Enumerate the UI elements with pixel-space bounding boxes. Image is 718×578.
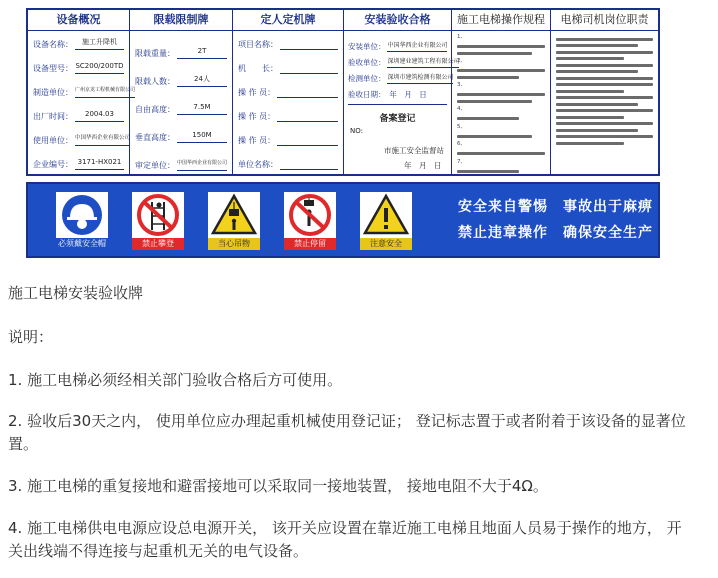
duty-line [556, 44, 638, 47]
duty-line [556, 90, 624, 93]
operator-row [238, 151, 338, 170]
row-value: 中国华西企业有限公司 [177, 157, 227, 171]
duty-line [556, 51, 653, 54]
row-value [280, 60, 338, 74]
slogan-line: 禁止违章操作 确保安全生产 [458, 225, 653, 241]
caution-sign [360, 192, 412, 250]
operator-row [238, 55, 338, 74]
safety-banner [26, 182, 660, 258]
operating-rules-title: 施工电梯操作规程 [452, 10, 550, 31]
operator-row [238, 31, 338, 50]
duty-line [556, 83, 653, 86]
sign-caption: 禁止攀登 [132, 238, 184, 250]
row-label: 检测单位： [347, 73, 386, 83]
device-row [33, 31, 124, 50]
rule-line [457, 117, 519, 120]
duty-line [556, 142, 624, 145]
rule-line [457, 69, 545, 72]
driver-duties-panel [551, 10, 658, 174]
row-label: 垂直高度： [135, 133, 175, 142]
duty-line [556, 96, 653, 99]
duty-line [556, 103, 638, 106]
row-label: 使用单位： [33, 136, 73, 145]
sign-info-panel [26, 8, 660, 176]
operator-title: 定人定机牌 [233, 10, 343, 31]
duty-line [556, 116, 624, 119]
no-climb-sign [132, 192, 184, 250]
rule-line [457, 52, 532, 55]
row-label: 操 作 员： [238, 88, 276, 97]
hard-hat-icon [56, 192, 108, 238]
rule-number: 4、 [456, 106, 466, 112]
rule-number: 3、 [456, 82, 466, 88]
load-row [135, 96, 227, 115]
row-label: 操 作 员： [238, 136, 276, 145]
row-value: 广州京龙工程机械有限公司 [75, 84, 135, 98]
no-stay-icon [284, 192, 336, 238]
safety-slogans [458, 194, 654, 250]
row-value: 150M [177, 129, 227, 143]
rule-line [457, 170, 519, 173]
load-row [135, 40, 227, 59]
falling-object-icon [208, 192, 260, 238]
row-value [277, 84, 338, 98]
row-value [280, 36, 338, 50]
sign-caption: 当心吊物 [208, 238, 260, 250]
row-value: 24人 [177, 73, 227, 87]
device-row [33, 103, 124, 122]
slogan-line: 安全来自警惕 事故出于麻痹 [458, 199, 653, 215]
row-label: 自由高度： [135, 105, 175, 114]
caution-icon [360, 192, 412, 238]
device-row [33, 127, 131, 146]
row-label: 出厂时间： [33, 112, 73, 121]
operator-panel [233, 10, 344, 174]
load-row [135, 152, 227, 171]
no-stay-sign [284, 192, 336, 250]
load-row [135, 68, 227, 87]
row-label: 机 长： [238, 64, 279, 73]
rule-number: 5、 [456, 123, 466, 130]
row-label: 操 作 员： [238, 112, 276, 121]
note-heading: 说明： [8, 328, 54, 346]
rule-number: 2、 [456, 58, 466, 64]
acceptance-panel [344, 10, 460, 174]
row-value [277, 108, 338, 122]
rule-line [457, 100, 532, 103]
row-value [280, 156, 338, 170]
supervision-date: 年 月 日 [403, 161, 442, 170]
duty-line [556, 129, 638, 132]
rule-number: 1、 [456, 34, 466, 40]
rule-line [457, 135, 532, 138]
row-label: 项目名称： [238, 40, 279, 49]
duty-line [556, 122, 653, 125]
operator-row [238, 127, 338, 146]
row-value: 中国华西企业有限公司 [387, 40, 447, 52]
row-value: 深圳建业建筑工程有限公司 [387, 56, 459, 68]
sign-caption: 禁止停留 [284, 238, 336, 250]
operator-row [238, 79, 338, 98]
acceptance-row [347, 55, 460, 69]
device-row [33, 151, 124, 170]
image-caption: 施工电梯安装验收牌 [8, 284, 144, 302]
rule-line [457, 76, 519, 79]
registration-number: NO: [349, 127, 363, 135]
row-value: 3171-HX021 [75, 156, 124, 170]
operating-rules-text [452, 31, 550, 173]
driver-duties-title: 电梯司机岗位职责 [551, 10, 658, 31]
row-label: 设备型号： [33, 64, 73, 73]
row-value: 2004.03 [75, 108, 124, 122]
operating-rules-panel [452, 10, 551, 174]
rule-line [457, 93, 545, 96]
acceptance-date: 验收日期： 年 月 日 [348, 87, 447, 105]
device-row [33, 79, 136, 98]
load-limit-panel [130, 10, 233, 174]
load-limit-title: 限载限制牌 [130, 10, 232, 31]
duty-line [556, 38, 653, 41]
no-climb-icon [132, 192, 184, 238]
registration-label: 备案登记 [379, 114, 416, 124]
note-item: 1. 施工电梯必须经相关部门验收合格后方可使用。 [8, 371, 343, 389]
row-label: 制造单位： [33, 88, 73, 97]
row-value [277, 132, 338, 146]
row-label: 审定单位： [135, 161, 175, 170]
duty-line [556, 57, 624, 60]
device-overview-panel [28, 10, 136, 174]
acceptance-row [347, 71, 454, 85]
row-value: SC200/200TD [75, 60, 124, 74]
rule-number: 7、 [456, 158, 466, 165]
rule-line [457, 45, 545, 48]
operator-row [238, 103, 338, 122]
sign-caption: 注意安全 [360, 238, 412, 250]
device-row [33, 55, 124, 74]
row-label: 单位名称： [238, 160, 279, 169]
note-item: 2. 验收后30天之内， 使用单位应办理起重机械使用登记证； 登记标志置于或者附着于该设备的显著位置。 [8, 412, 686, 453]
row-value: 2T [177, 45, 227, 59]
row-value: 施工升降机 [75, 36, 124, 50]
load-row [135, 124, 227, 143]
duty-line [556, 135, 653, 138]
hard-hat-sign [56, 192, 108, 250]
duty-line [556, 64, 653, 67]
row-value: 中国华西企业有限公司 [75, 132, 130, 146]
supervision-station: 市施工安全监督站 [383, 146, 444, 155]
note-item: 4. 施工电梯供电电源应设总电源开关， 该开关应设置在靠近施工电梯且地面人员易于操作的地方， 开关出线端不得连接与起重机无关的电气设备。 [8, 519, 682, 560]
row-label: 验收单位： [347, 57, 386, 67]
row-value: 深圳市建筑检测有限公司 [387, 72, 453, 84]
row-label: 限载人数： [135, 77, 175, 86]
duty-line [556, 77, 653, 80]
rule-number: 6、 [456, 141, 466, 147]
row-label: 安装单位： [347, 41, 386, 51]
acceptance-row [348, 39, 447, 53]
acceptance-title: 安装验收合格 [344, 10, 451, 31]
duty-line [556, 70, 638, 73]
falling-object-sign [208, 192, 260, 250]
row-label: 限载重量： [135, 49, 175, 58]
device-overview-title: 设备概况 [28, 10, 129, 31]
row-value: 7.5M [177, 101, 227, 115]
driver-duties-text [551, 31, 658, 145]
rule-line [457, 152, 545, 155]
row-label: 设备名称： [33, 40, 73, 49]
sign-caption: 必须戴安全帽 [58, 239, 106, 248]
acceptance-sign-board [26, 8, 660, 258]
duty-line [556, 109, 653, 112]
row-label: 企业编号： [33, 160, 73, 169]
note-item: 3. 施工电梯的重复接地和避雷接地可以采取同一接地装置， 接地电阻不大于4Ω。 [8, 477, 548, 495]
